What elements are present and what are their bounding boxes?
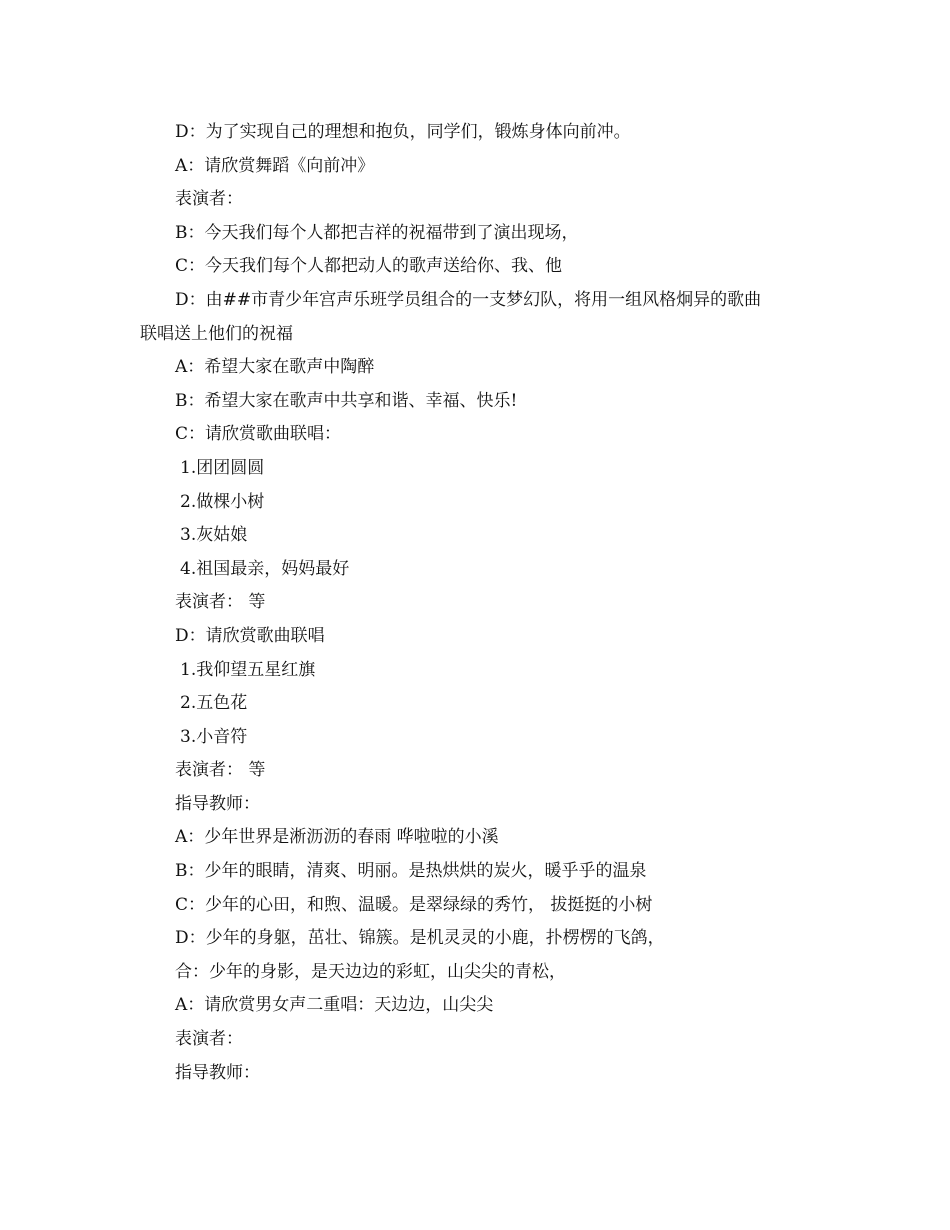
script-line: B：今天我们每个人都把吉祥的祝福带到了演出现场，: [175, 222, 579, 243]
script-line: D：少年的身躯，茁壮、锦簇。是机灵灵的小鹿，扑楞楞的飞鸽，: [175, 928, 665, 949]
script-line: C：少年的心田，和煦、温暖。是翠绿绿的秀竹， 拔挺挺的小树: [175, 894, 653, 915]
script-line: B：少年的眼睛，清爽、明丽。是热烘烘的炭火，暖乎乎的温泉: [175, 861, 647, 882]
performer-line: 表演者：: [175, 1029, 243, 1050]
script-line: B：希望大家在歌声中共享和谐、幸福、快乐!: [175, 390, 518, 411]
script-line: D：请欣赏歌曲联唱: [175, 625, 325, 646]
script-line: C：请欣赏歌曲联唱：: [175, 424, 342, 445]
script-line: D：由##市青少年宫声乐班学员组合的一支梦幻队，将用一组风格炯异的歌曲: [175, 289, 762, 310]
script-line: A：请欣赏舞蹈《向前冲》: [175, 155, 375, 176]
performer-line: 表演者：: [175, 189, 243, 210]
song-list-item: 2.五色花: [180, 693, 248, 714]
script-line: A：少年世界是淅沥沥的春雨 哗啦啦的小溪: [175, 827, 499, 848]
script-line-continuation: 联唱送上他们的祝福: [140, 323, 293, 344]
performer-line: 表演者： 等: [175, 760, 266, 781]
performer-line: 表演者： 等: [175, 592, 266, 613]
script-line: A：请欣赏男女声二重唱：天边边，山尖尖: [175, 995, 494, 1016]
script-line: A：希望大家在歌声中陶醉: [175, 357, 375, 378]
song-list-item: 1.团团圆圆: [180, 457, 265, 478]
instructor-line: 指导教师：: [175, 1062, 260, 1083]
script-line: D：为了实现自己的理想和抱负，同学们，锻炼身体向前冲。: [175, 122, 631, 142]
song-list-item: 1.我仰望五星红旗: [180, 659, 316, 680]
document-body: [140, 116, 820, 1090]
song-list-item: 2.做棵小树: [180, 491, 265, 512]
song-list-item: 3.灰姑娘: [180, 525, 248, 546]
instructor-line: 指导教师：: [175, 793, 260, 814]
script-line: C：今天我们每个人都把动人的歌声送给你、我、他: [175, 256, 563, 277]
script-line: 合：少年的身影，是天边边的彩虹，山尖尖的青松，: [175, 961, 566, 982]
song-list-item: 4.祖国最亲，妈妈最好: [180, 558, 350, 579]
song-list-item: 3.小音符: [180, 726, 248, 747]
